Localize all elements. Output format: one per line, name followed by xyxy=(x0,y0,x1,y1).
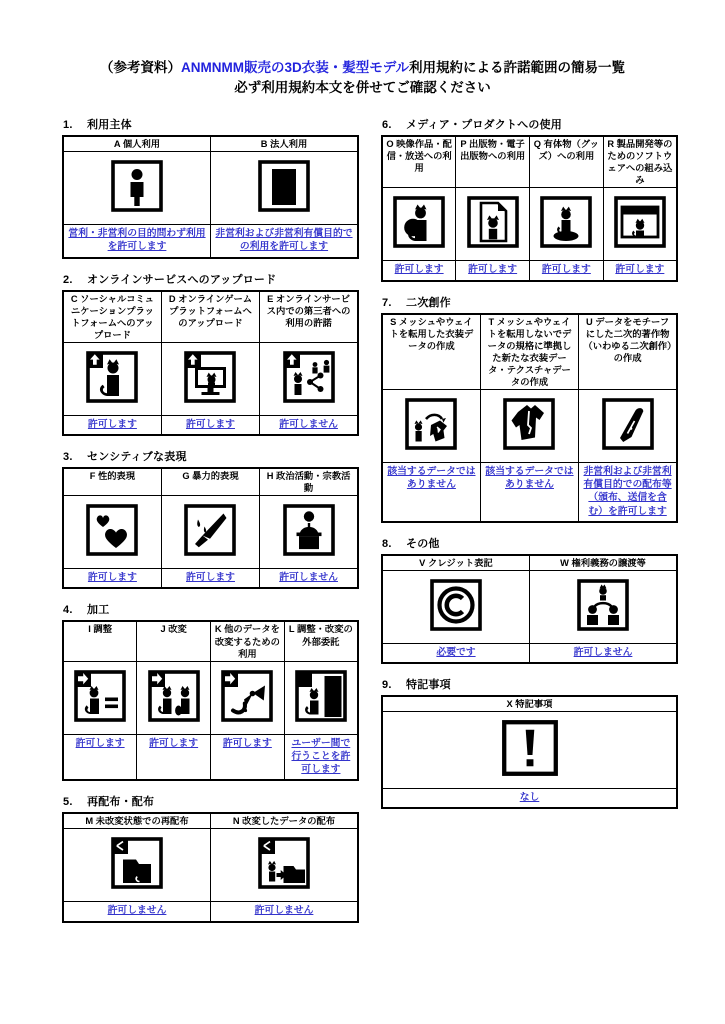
title-accent: ANMNMM販売の3D衣装・髪型モデル xyxy=(180,60,410,75)
cell-header: E オンラインサービス内での第三者への利用の許諾 xyxy=(260,291,358,343)
section-redistribution-table xyxy=(62,812,359,922)
status-text: 許可します xyxy=(137,734,211,780)
status-text: 許可しません xyxy=(530,643,678,663)
section-number: 5. xyxy=(63,796,73,809)
upload-game-icon xyxy=(183,350,237,404)
status-text: 必要です xyxy=(382,643,530,663)
outsource-icon xyxy=(294,669,348,723)
section-usage-entity-table xyxy=(62,135,359,259)
building-icon xyxy=(257,159,311,213)
document-title xyxy=(0,58,725,99)
section-title: 加工 xyxy=(87,604,110,617)
section-online-upload xyxy=(62,271,359,437)
cell-header: M 未改変状態での再配布 xyxy=(63,813,211,829)
section-special-notes-table xyxy=(381,695,678,809)
section-title: メディア・プロダクトへの使用 xyxy=(406,119,562,131)
cell-header: G 暴力的表現 xyxy=(161,468,259,496)
pen-icon xyxy=(601,397,655,451)
podium-icon xyxy=(282,503,336,557)
status-text: 該当するデータではありません xyxy=(382,463,480,522)
cell-header: O 映像作品・配信・放送への利用 xyxy=(382,136,456,188)
cell-header: V クレジット表記 xyxy=(382,555,530,571)
status-text: 許可します xyxy=(530,261,604,281)
section-title: 特記事項 xyxy=(406,679,451,692)
section-number: 4. xyxy=(63,604,73,617)
section-title: オンラインサービスへのアップロード xyxy=(87,273,277,286)
cell-header: B 法人利用 xyxy=(211,136,359,152)
section-title: 利用主体 xyxy=(87,119,132,131)
cell-header: I 調整 xyxy=(63,621,137,661)
rights-transfer-icon xyxy=(576,578,630,632)
section-number: 3. xyxy=(63,451,73,464)
status-text: 許可します xyxy=(161,569,259,589)
mesh-reuse-icon xyxy=(404,397,458,451)
upload-social-icon xyxy=(85,350,139,404)
status-text: ユーザー間で行うことを許可します xyxy=(284,734,358,780)
third-party-license-icon xyxy=(282,350,336,404)
section-number: 2. xyxy=(63,273,73,286)
cell-header: R 製品開発等のためのソフトウェアへの組み込み xyxy=(603,136,677,188)
status-text: 許可します xyxy=(382,261,456,281)
section-number: 9. xyxy=(382,679,392,692)
section-processing-table xyxy=(62,620,359,781)
section-usage-entity xyxy=(62,116,359,259)
right-column xyxy=(381,116,678,821)
status-text: 許可しません xyxy=(260,415,358,435)
section-other xyxy=(381,535,678,664)
status-text: 該当するデータではありません xyxy=(480,463,578,522)
section-title: 二次創作 xyxy=(406,296,451,309)
section-number: 1. xyxy=(63,119,73,131)
section-title: センシティブな表現 xyxy=(87,451,187,464)
section-online-upload-table xyxy=(62,290,359,437)
cell-header: Q 有体物（グッズ）への利用 xyxy=(530,136,604,188)
title-line-1 xyxy=(0,58,725,78)
status-text: 許可しません xyxy=(211,902,359,922)
cell-header: L 調整・改変の外部委託 xyxy=(284,621,358,661)
cell-header: P 出版物・電子出版物への利用 xyxy=(456,136,530,188)
cell-header: S メッシュやウェイトを転用した衣装データの作成 xyxy=(382,314,480,390)
section-derivative-table xyxy=(381,313,678,523)
title-suffix: 利用規約による許諾範囲の簡易一覧 xyxy=(409,60,626,75)
new-costume-icon xyxy=(502,397,556,451)
status-text: 許可します xyxy=(63,569,161,589)
section-title: その他 xyxy=(406,537,440,550)
status-text: 許可します xyxy=(603,261,677,281)
exclamation-icon xyxy=(501,719,559,777)
cell-header: H 政治活動・宗教活動 xyxy=(260,468,358,496)
cell-header: D オンラインゲームプラットフォームへのアップロード xyxy=(161,291,259,343)
status-text: 非営利および非営利有償目的での利用を許可します xyxy=(211,225,359,258)
section-number: 8. xyxy=(382,537,392,550)
status-text: 許可しません xyxy=(260,569,358,589)
adjust-icon xyxy=(73,669,127,723)
section-processing xyxy=(62,601,359,781)
section-number: 7. xyxy=(382,296,392,309)
hearts-icon xyxy=(85,503,139,557)
cell-header: K 他のデータを改変するための利用 xyxy=(211,621,285,661)
status-text: 許可します xyxy=(63,415,161,435)
section-number: 6. xyxy=(382,119,392,131)
status-text: なし xyxy=(382,789,677,809)
section-media-product xyxy=(381,116,678,282)
section-derivative-works xyxy=(381,294,678,523)
cell-header: F 性的表現 xyxy=(63,468,161,496)
section-other-table xyxy=(381,554,678,664)
status-text: 非営利および非営利有償目的での配布等（頒布、送信を含む）を許可します xyxy=(579,463,677,522)
status-text: 許可します xyxy=(211,734,285,780)
redistribute-icon xyxy=(110,836,164,890)
status-text: 営利・非営利の目的問わず利用を許可します xyxy=(63,225,211,258)
section-redistribution xyxy=(62,793,359,922)
status-text: 許可します xyxy=(456,261,530,281)
section-sensitive-table xyxy=(62,467,359,589)
cell-header: U データをモチーフにした二次的著作物（いわゆる二次創作）の作成 xyxy=(579,314,677,390)
copyright-icon xyxy=(429,578,483,632)
section-title: 再配布・配布 xyxy=(87,796,155,809)
modify-other-data-icon xyxy=(220,669,274,723)
distribute-modified-icon xyxy=(257,836,311,890)
video-icon xyxy=(392,195,446,249)
title-prefix: （参考資料） xyxy=(99,60,181,75)
status-text: 許可します xyxy=(63,734,137,780)
cell-header: X 特記事項 xyxy=(382,696,677,712)
person-icon xyxy=(110,159,164,213)
section-media-product-table xyxy=(381,135,678,282)
cell-header: C ソーシャルコミュニケーションプラットフォームへのアップロード xyxy=(63,291,161,343)
status-text: 許可しません xyxy=(63,902,211,922)
software-icon xyxy=(613,195,667,249)
title-line-2: 必ず利用規約本文を併せてご確認ください xyxy=(234,80,491,96)
cell-header: N 改変したデータの配布 xyxy=(211,813,359,829)
section-special-notes xyxy=(381,676,678,809)
status-text: 許可します xyxy=(161,415,259,435)
publication-icon xyxy=(466,195,520,249)
cell-header: W 権利義務の譲渡等 xyxy=(530,555,678,571)
knife-icon xyxy=(183,503,237,557)
left-column xyxy=(62,116,359,935)
cell-header: A 個人利用 xyxy=(63,136,211,152)
section-sensitive-expression xyxy=(62,448,359,589)
cell-header: J 改変 xyxy=(137,621,211,661)
modify-icon xyxy=(147,669,201,723)
goods-icon xyxy=(539,195,593,249)
cell-header: T メッシュやウェイトを転用しないでデータの規格に準拠した新たな衣装データ・テクスチャデータの作成 xyxy=(480,314,578,390)
